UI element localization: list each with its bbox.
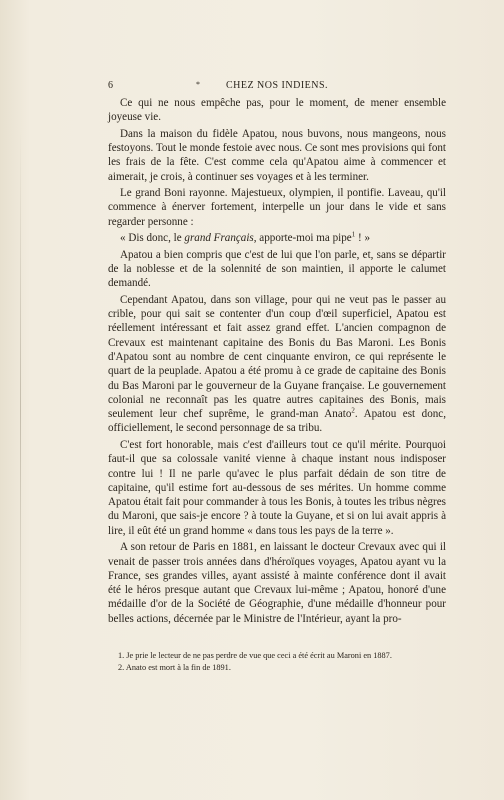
body-text <box>108 96 446 628</box>
header-mark: * <box>196 80 201 89</box>
paragraph: C'est fort honorable, mais c'est d'ailleurs tout ce qu'il mérite. Pourquoi faut-il que sa colossale vanité vienne à chaque instant nous indisposer contre lui ! Il ne parle qu'avec le plus parfait dédain de son titre de capitaine, qu'il estime fort au-dessous de ses mérites. Un homme comme Apatou était fait pour commander à tous les Bonis, à toutes les tribus nègres du Maroni, que sais-je encore ? à toute la Guyane, et si on lui avait appris à lire, il eût été un grand homme « dans tous les pays de la terre ». <box>108 438 446 537</box>
paragraph-text: Cependant Apatou, dans son village, pour qui ne veut pas le passer au crible, pour qui sait se contenter d'un coup d'œil superficiel, Apatou est réellement intéressant et fait assez grand effet. L'ancien compagnon de Crevaux est maintenant capitaine des Bonis du Bas Maroni. Les Bonis d'Apatou sont au nombre de cent cinquante environ, ce qui représente le quart de la peuplade. Apatou a été promu à ce grade de capitaine des Bonis du Bas Maroni par le gouverneur de la Guyane française. Le gouvernement colonial ne reconnaît pas les quatre autres capitaines des Bonis, mais seulement leur chef suprême, le grand-man Anato <box>108 293 446 421</box>
paragraph: Apatou a bien compris que c'est de lui que l'on parle, et, sans se départir de la noblesse et de la solennité de son maintien, il apporte le calumet demandé. <box>108 248 446 290</box>
footnote-ref[interactable]: 2 <box>351 406 355 415</box>
quote-text: ! » <box>355 232 371 245</box>
paragraph: A son retour de Paris en 1881, en laissant le docteur Crevaux avec qui il venait de passer trois années dans d'héroïques voyages, Apatou ayant vu la France, ses grandes villes, ayant assisté à mainte conférence dont il avait été le héros presque autant que Crevaux lui-même ; Apatou, honoré d'une médaille d'or de la Société de Géographie, d'une médaille d'honneur pour belles actions, décernée par le Ministre de l'Intérieur, ayant la pro- <box>108 541 446 625</box>
running-title: CHEZ NOS INDIENS. <box>225 80 329 91</box>
footnote: 2. Anato est mort à la fin de 1891. <box>118 663 231 672</box>
paragraph-text: . Apatou est donc, officiellement, le second personnage de sa tribu. <box>108 408 446 435</box>
page-number: 6 <box>108 80 114 91</box>
paragraph: Ce qui ne nous empêche pas, pour le moment, de mener ensemble joyeuse vie. <box>108 97 446 124</box>
footnotes <box>108 650 446 674</box>
quote-paragraph <box>108 231 446 245</box>
running-header <box>108 80 446 94</box>
footnote: 1. Je prie le lecteur de ne pas perdre de vue que ceci a été écrit au Maroni en 1887. <box>118 651 392 660</box>
paragraph <box>108 293 446 436</box>
paragraph: Le grand Boni rayonne. Majestueux, olympien, il pontifie. Laveau, qu'il commence à énerver fortement, interpelle un jour dans le vide et sans regarder personne : <box>108 187 446 228</box>
quote-text: « Dis donc, le <box>120 232 185 245</box>
quote-text: , apporte-moi ma pipe <box>253 232 352 245</box>
paragraph: Dans la maison du fidèle Apatou, nous buvons, nous mangeons, nous festoyons. Tout le monde festoie avec nous. Ce sont mes provisions qui font les frais de la fête. C'est comme cela qu'Apatou aime à commencer et aimerait, je crois, à continuer ses voyages et à les terminer. <box>108 127 446 183</box>
footnote-ref[interactable]: 1 <box>351 230 356 239</box>
page-edge-shadow <box>20 130 21 690</box>
quote-italic: grand Français <box>184 232 254 245</box>
